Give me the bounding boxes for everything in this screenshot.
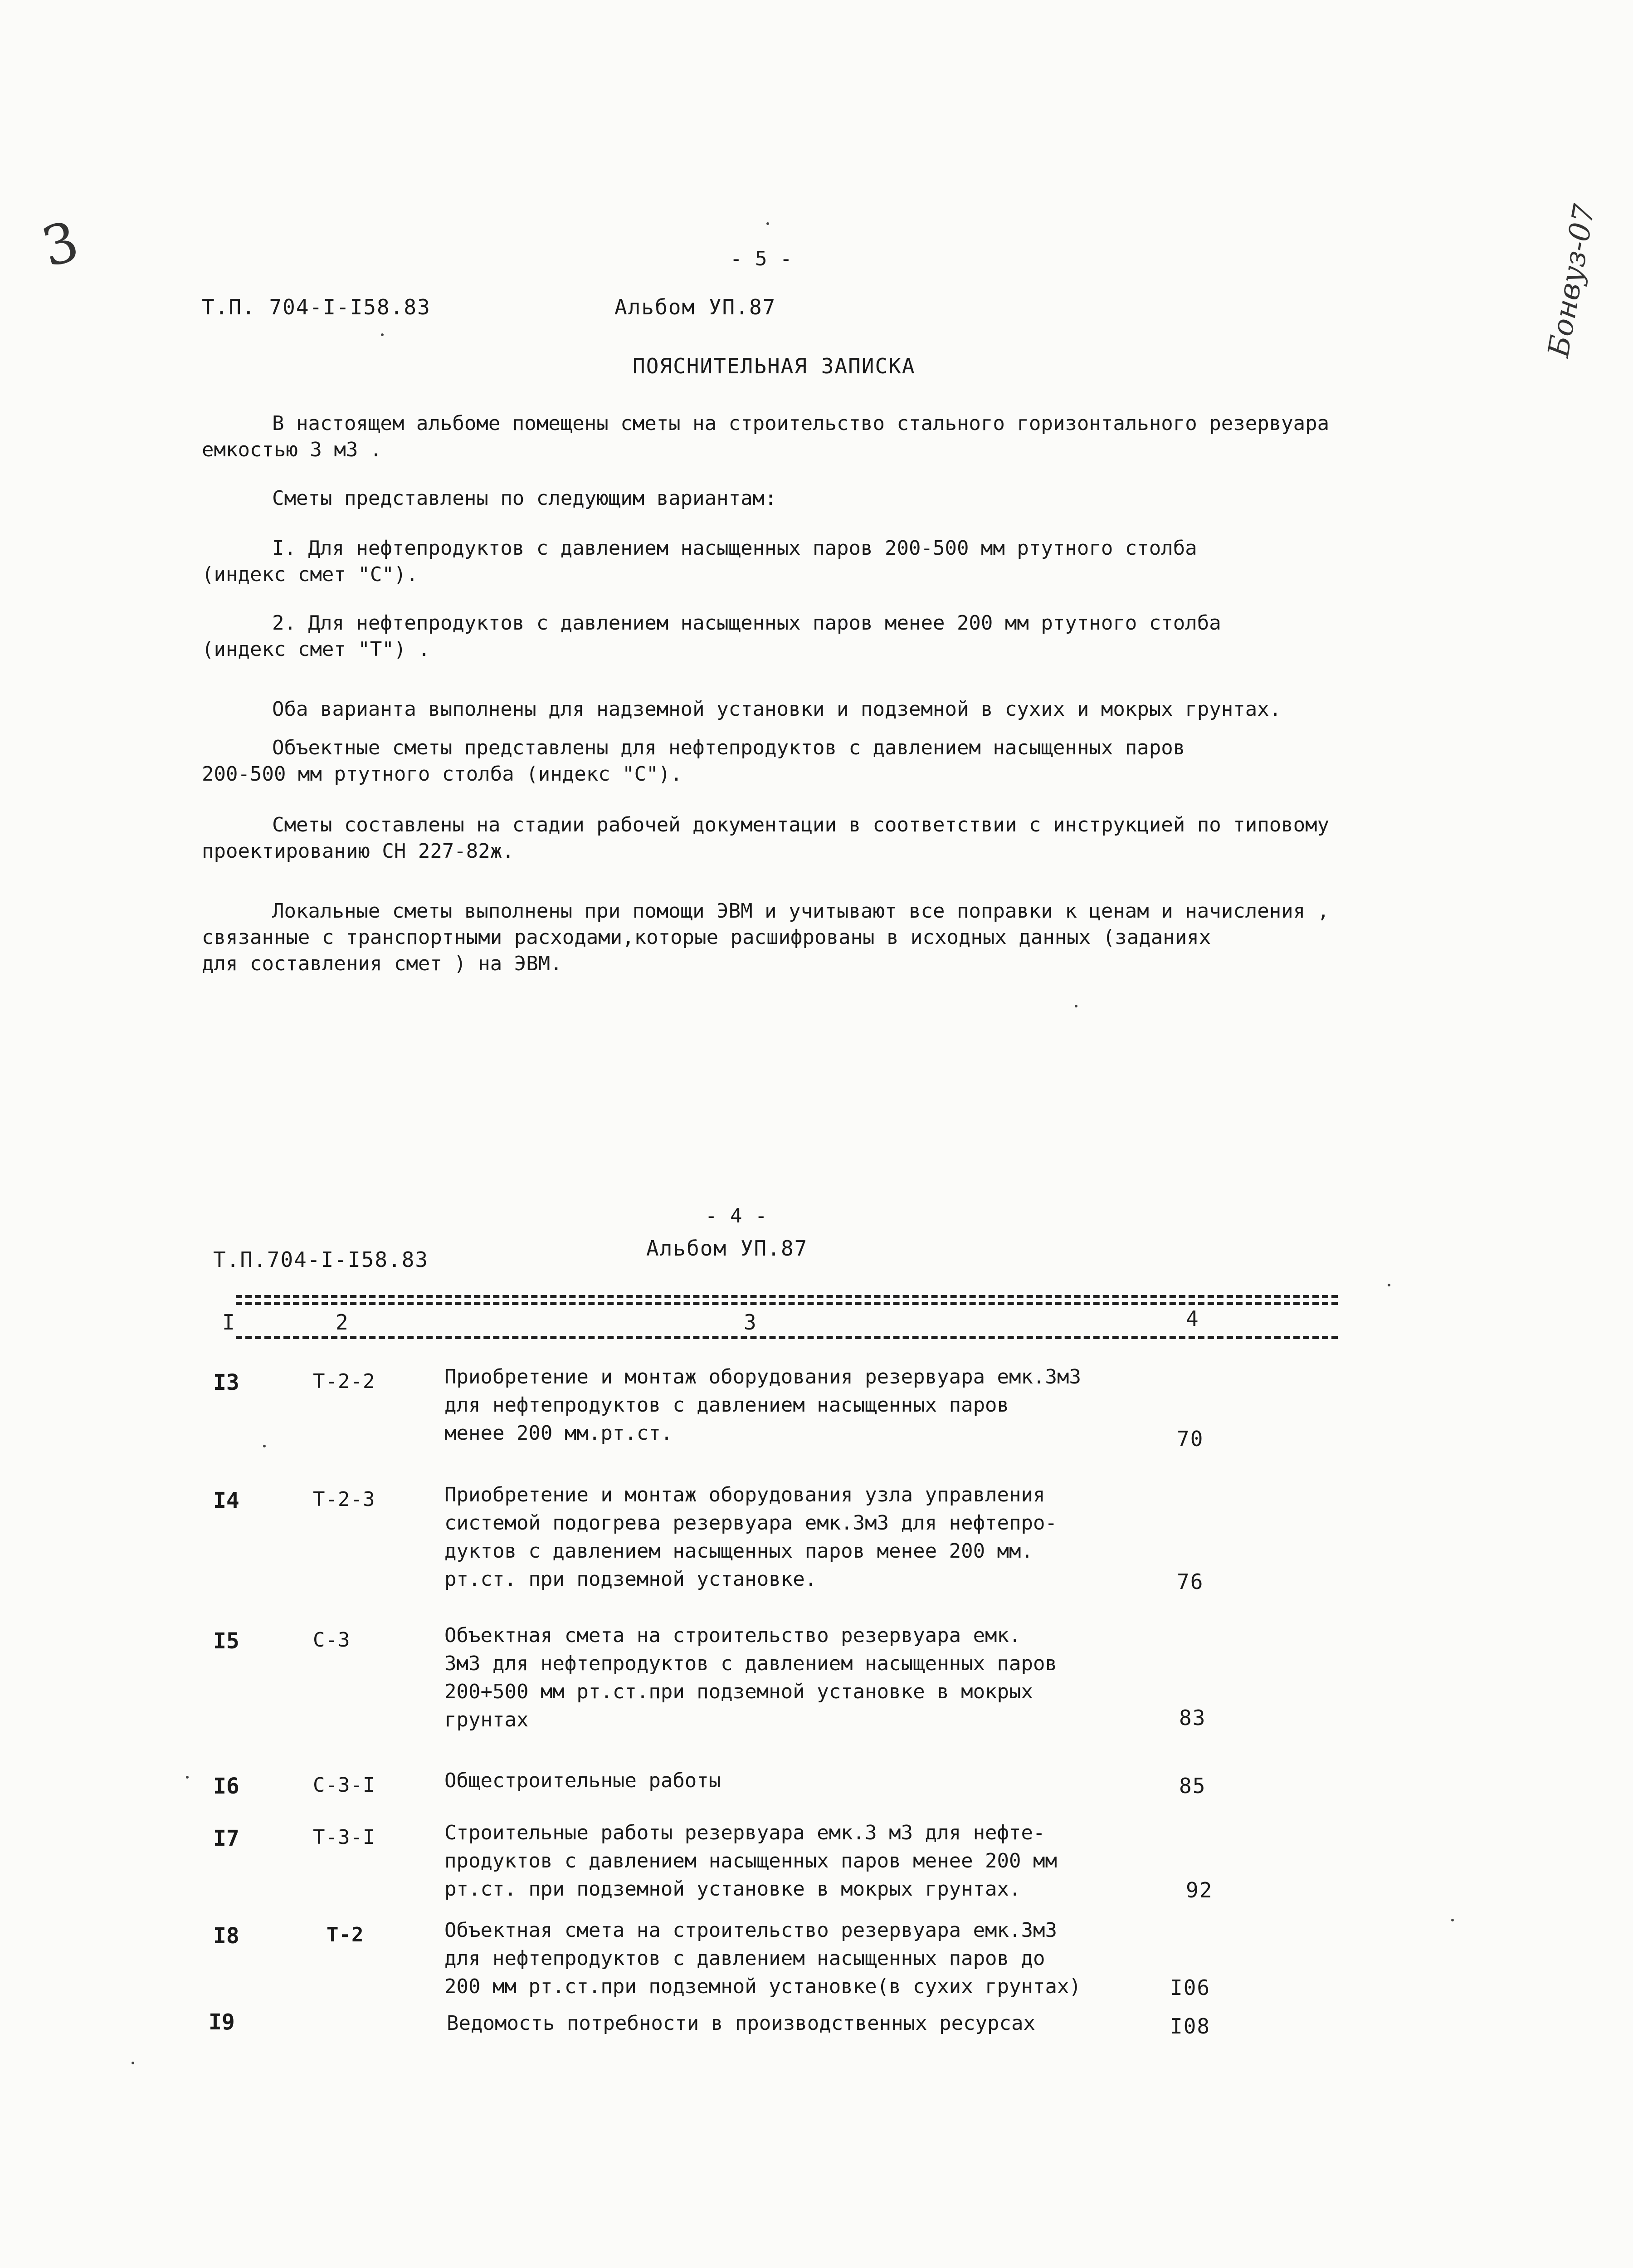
table-header-col-3: 3 bbox=[744, 1310, 757, 1334]
table-top-rule bbox=[236, 1302, 1338, 1305]
handwritten-mark: 3 bbox=[35, 210, 86, 280]
page-number-top: - 5 - bbox=[730, 247, 793, 270]
table-row-number: I5 bbox=[213, 1628, 239, 1654]
album-top: Альбом УП.87 bbox=[614, 295, 776, 319]
speck bbox=[263, 1445, 266, 1447]
table-row-code: Т-2-3 bbox=[313, 1488, 375, 1511]
speck bbox=[186, 1776, 189, 1779]
page-title: ПОЯСНИТЕЛЬНАЯ ЗАПИСКА bbox=[633, 354, 916, 378]
speck bbox=[132, 2062, 134, 2064]
table-row-page: I08 bbox=[1170, 2014, 1211, 2038]
speck bbox=[1075, 1005, 1077, 1007]
paragraph-2: Сметы представлены по следующим вариантам: bbox=[272, 487, 777, 510]
table-header-col-2: 2 bbox=[336, 1310, 349, 1334]
table-row-page: 92 bbox=[1186, 1878, 1213, 1902]
table-row-code: С-3-I bbox=[313, 1774, 375, 1797]
table-row-number: I7 bbox=[213, 1826, 239, 1851]
table-row-page: 85 bbox=[1179, 1774, 1206, 1798]
table-row-code: Т-2-2 bbox=[313, 1370, 375, 1393]
table-row-description: Ведомость потребности в производственных ресурсах bbox=[447, 2012, 1036, 2035]
table-header-rule bbox=[236, 1336, 1338, 1339]
table-row-description: Объектная смета на строительство резервуара емк. 3м3 для нефтепродуктов с давлением насыщенных паров 200+500 мм рт.ст.при подземной установке в мокрых грунтах bbox=[444, 1624, 1058, 1731]
table-row-number: I4 bbox=[213, 1488, 239, 1513]
table-row-page: 70 bbox=[1177, 1427, 1204, 1451]
table-row-description: Приобретение и монтаж оборудования резервуара емк.3м3 для нефтепродуктов с давлением насыщенных паров менее 200 мм.рт.ст. bbox=[444, 1365, 1081, 1445]
paragraph-6: Объектные сметы представлены для нефтепродуктов с давлением насыщенных паров 200-500 мм ртутного столба (индекс "С"). bbox=[202, 736, 1185, 786]
doc-code-top: Т.П. 704-I-I58.83 bbox=[202, 295, 431, 319]
table-row-number: I6 bbox=[213, 1774, 239, 1799]
table-row-number: I8 bbox=[213, 1923, 239, 1949]
paragraph-3: I. Для нефтепродуктов с давлением насыщенных паров 200-500 мм ртутного столба (индекс смет "С"). bbox=[202, 537, 1197, 586]
table-row-page: I06 bbox=[1170, 1975, 1211, 2000]
side-handwritten-note: Бонвуз-07 bbox=[1542, 202, 1602, 360]
table-row-description: Общестроительные работы bbox=[444, 1769, 721, 1792]
speck bbox=[766, 222, 769, 225]
paragraph-8: Локальные сметы выполнены при помощи ЭВМ и учитывают все поправки к ценам и начисления , связанные с транспортными расходами,которые расшифрованы в исходных данных (заданиях для составления смет ) на ЭВМ. bbox=[202, 899, 1330, 975]
table-header-col-4: 4 bbox=[1186, 1306, 1199, 1331]
paragraph-4: 2. Для нефтепродуктов с давлением насыщенных паров менее 200 мм ртутного столба (индекс смет "Т") . bbox=[202, 611, 1221, 661]
paragraph-5: Оба варианта выполнены для надземной установки и подземной в сухих и мокрых грунтах. bbox=[272, 698, 1282, 721]
table-row-number: I9 bbox=[209, 2009, 235, 2035]
table-row-page: 83 bbox=[1179, 1706, 1206, 1730]
table-top-rule bbox=[236, 1295, 1338, 1298]
table-row-description: Приобретение и монтаж оборудования узла управления системой подогрева резервуара емк.3м3 для нефтепро- дуктов с давлением насыщенных паров менее 200 мм. рт.ст. при подземной установке. bbox=[444, 1483, 1058, 1591]
paragraph-7: Сметы составлены на стадии рабочей документации в соответствии с инструкцией по типовому проектированию СН 227-82ж. bbox=[202, 813, 1330, 863]
speck bbox=[381, 333, 384, 336]
table-header-col-1: I bbox=[222, 1310, 236, 1334]
table-row-description: Объектная смета на строительство резервуара емк.3м3 для нефтепродуктов с давлением насыщенных паров до 200 мм рт.ст.при подземной установке(в сухих грунтах) bbox=[444, 1919, 1081, 1998]
table-row-number: I3 bbox=[213, 1370, 239, 1395]
table-row-page: 76 bbox=[1177, 1569, 1204, 1594]
paragraph-1: В настоящем альбоме помещены сметы на строительство стального горизонтального резервуара емкостью 3 м3 . bbox=[202, 412, 1330, 461]
page-number-bottom: - 4 - bbox=[705, 1204, 768, 1227]
album-bottom: Альбом УП.87 bbox=[646, 1236, 808, 1261]
doc-code-bottom: Т.П.704-I-I58.83 bbox=[213, 1247, 429, 1272]
speck bbox=[1388, 1284, 1390, 1286]
table-row-code: Т-3-I bbox=[313, 1826, 375, 1849]
table-row-code: Т-2 bbox=[327, 1923, 364, 1946]
speck bbox=[1451, 1919, 1454, 1921]
table-row-code: С-3 bbox=[313, 1628, 351, 1652]
table-row-description: Строительные работы резервуара емк.3 м3 для нефте- продуктов с давлением насыщенных паров менее 200 мм рт.ст. при подземной установке в мокрых грунтах. bbox=[444, 1821, 1058, 1901]
